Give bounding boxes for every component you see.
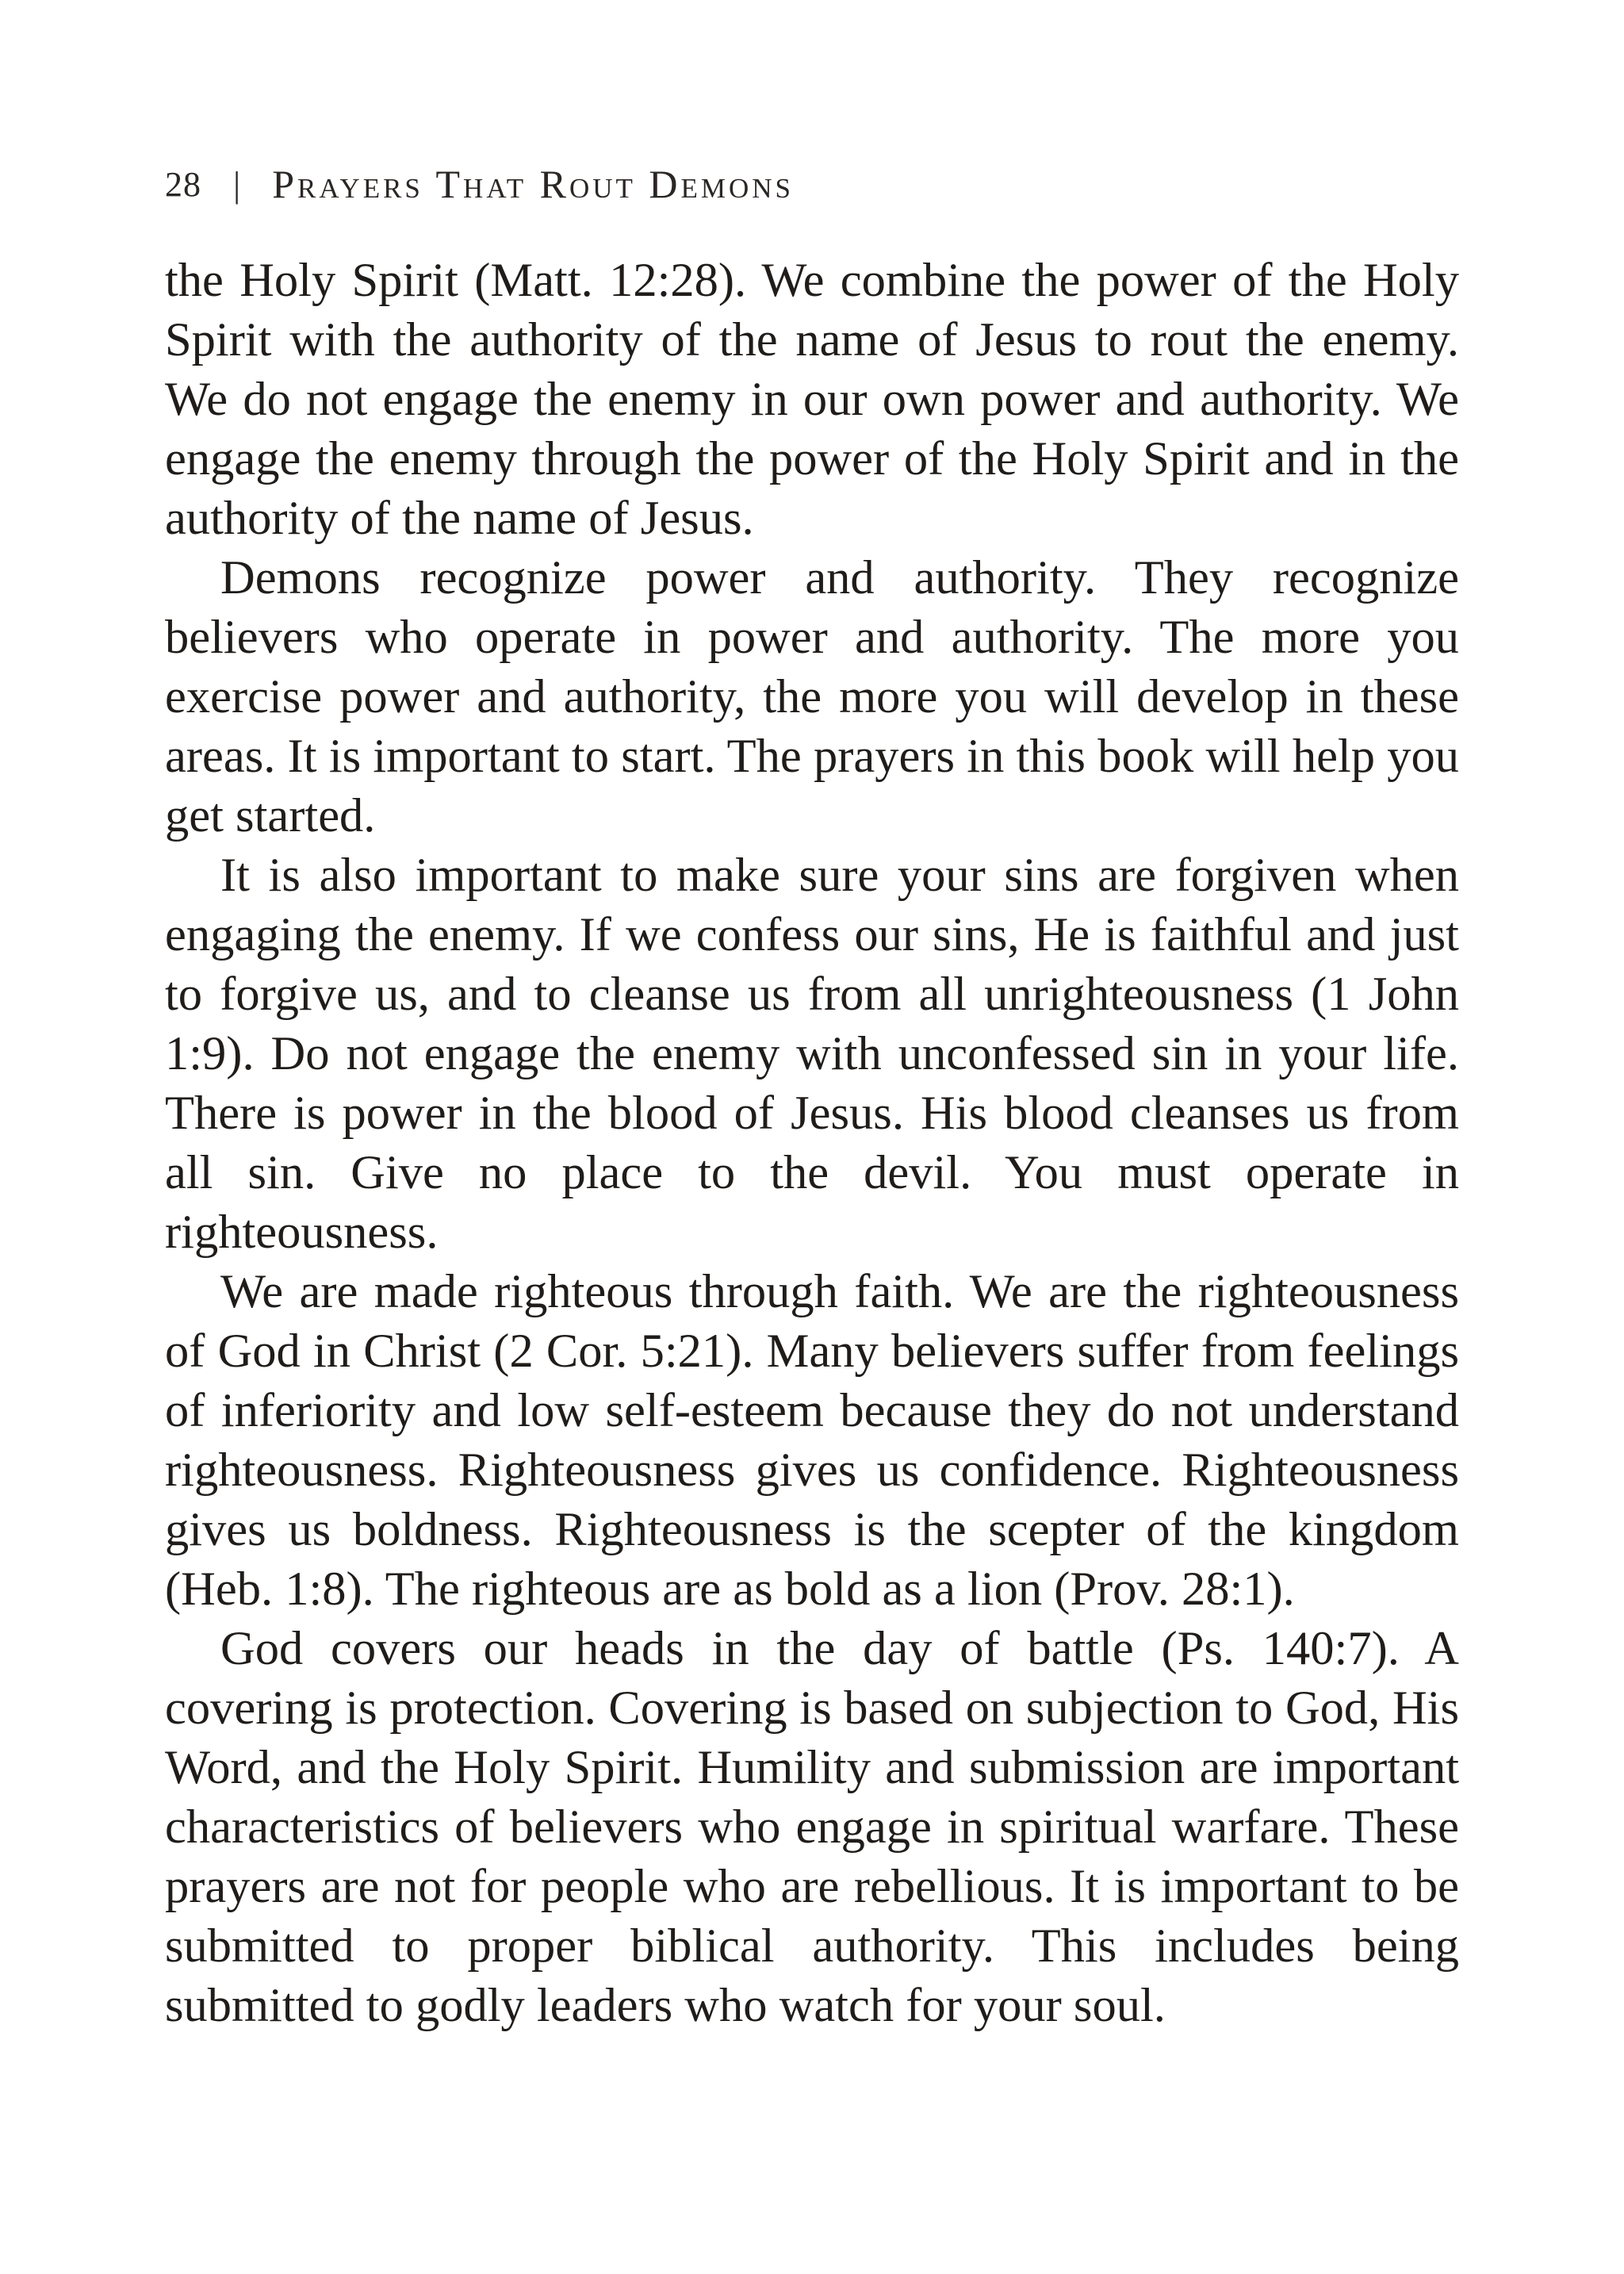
paragraph: God covers our heads in the day of battle (Ps. 140:7). A covering is protection. Covering is based on subjection to God, His Word, and the Holy Spirit. Humility and submission are important characteristics of believers who engage in spiritual warfare. These prayers are not for people who are rebellious. It is important to be submitted to proper biblical authority. This includes being submitted to godly leaders who watch for your soul. [165, 1622, 1459, 2032]
running-head [165, 155, 794, 213]
paragraph: Demons recognize power and authority. They recognize believers who operate in power and authority. The more you exercise power and authority, the more you will develop in these areas. It is important to start. The prayers in this book will help you get started. [165, 551, 1459, 842]
body-text [165, 251, 1459, 2035]
page-number: 28 [165, 164, 201, 204]
paragraph: We are made righteous through faith. We are the righteousness of God in Christ (2 Cor. 5:21). Many believers suffer from feelings of inferiority and low self-esteem because they do not understand righteousness. Righteousness gives us confidence. Righteousness gives us boldness. Righteousness is the scepter of the kingdom (Heb. 1:8). The righteous are as bold as a lion (Prov. 28:1). [165, 1265, 1459, 1616]
paragraph: It is also important to make sure your sins are forgiven when engaging the enemy. If we confess our sins, He is faithful and just to forgive us, and to cleanse us from all unrighteousness (1 John 1:9). Do not engage the enemy with unconfessed sin in your life. There is power in the blood of Jesus. His blood cleanses us from all sin. Give no place to the devil. You must operate in righteousness. [165, 849, 1459, 1259]
header-separator: | [233, 163, 241, 205]
paragraph-continued: the Holy Spirit (Matt. 12:28). We combine the power of the Holy Spirit with the authority of the name of Jesus to rout the enemy. We do not engage the enemy in our own power and authority. We engage the enemy through the power of the Holy Spirit and in the authority of the name of Jesus. [165, 254, 1459, 545]
book-title: Prayers That Rout Demons [272, 162, 794, 206]
